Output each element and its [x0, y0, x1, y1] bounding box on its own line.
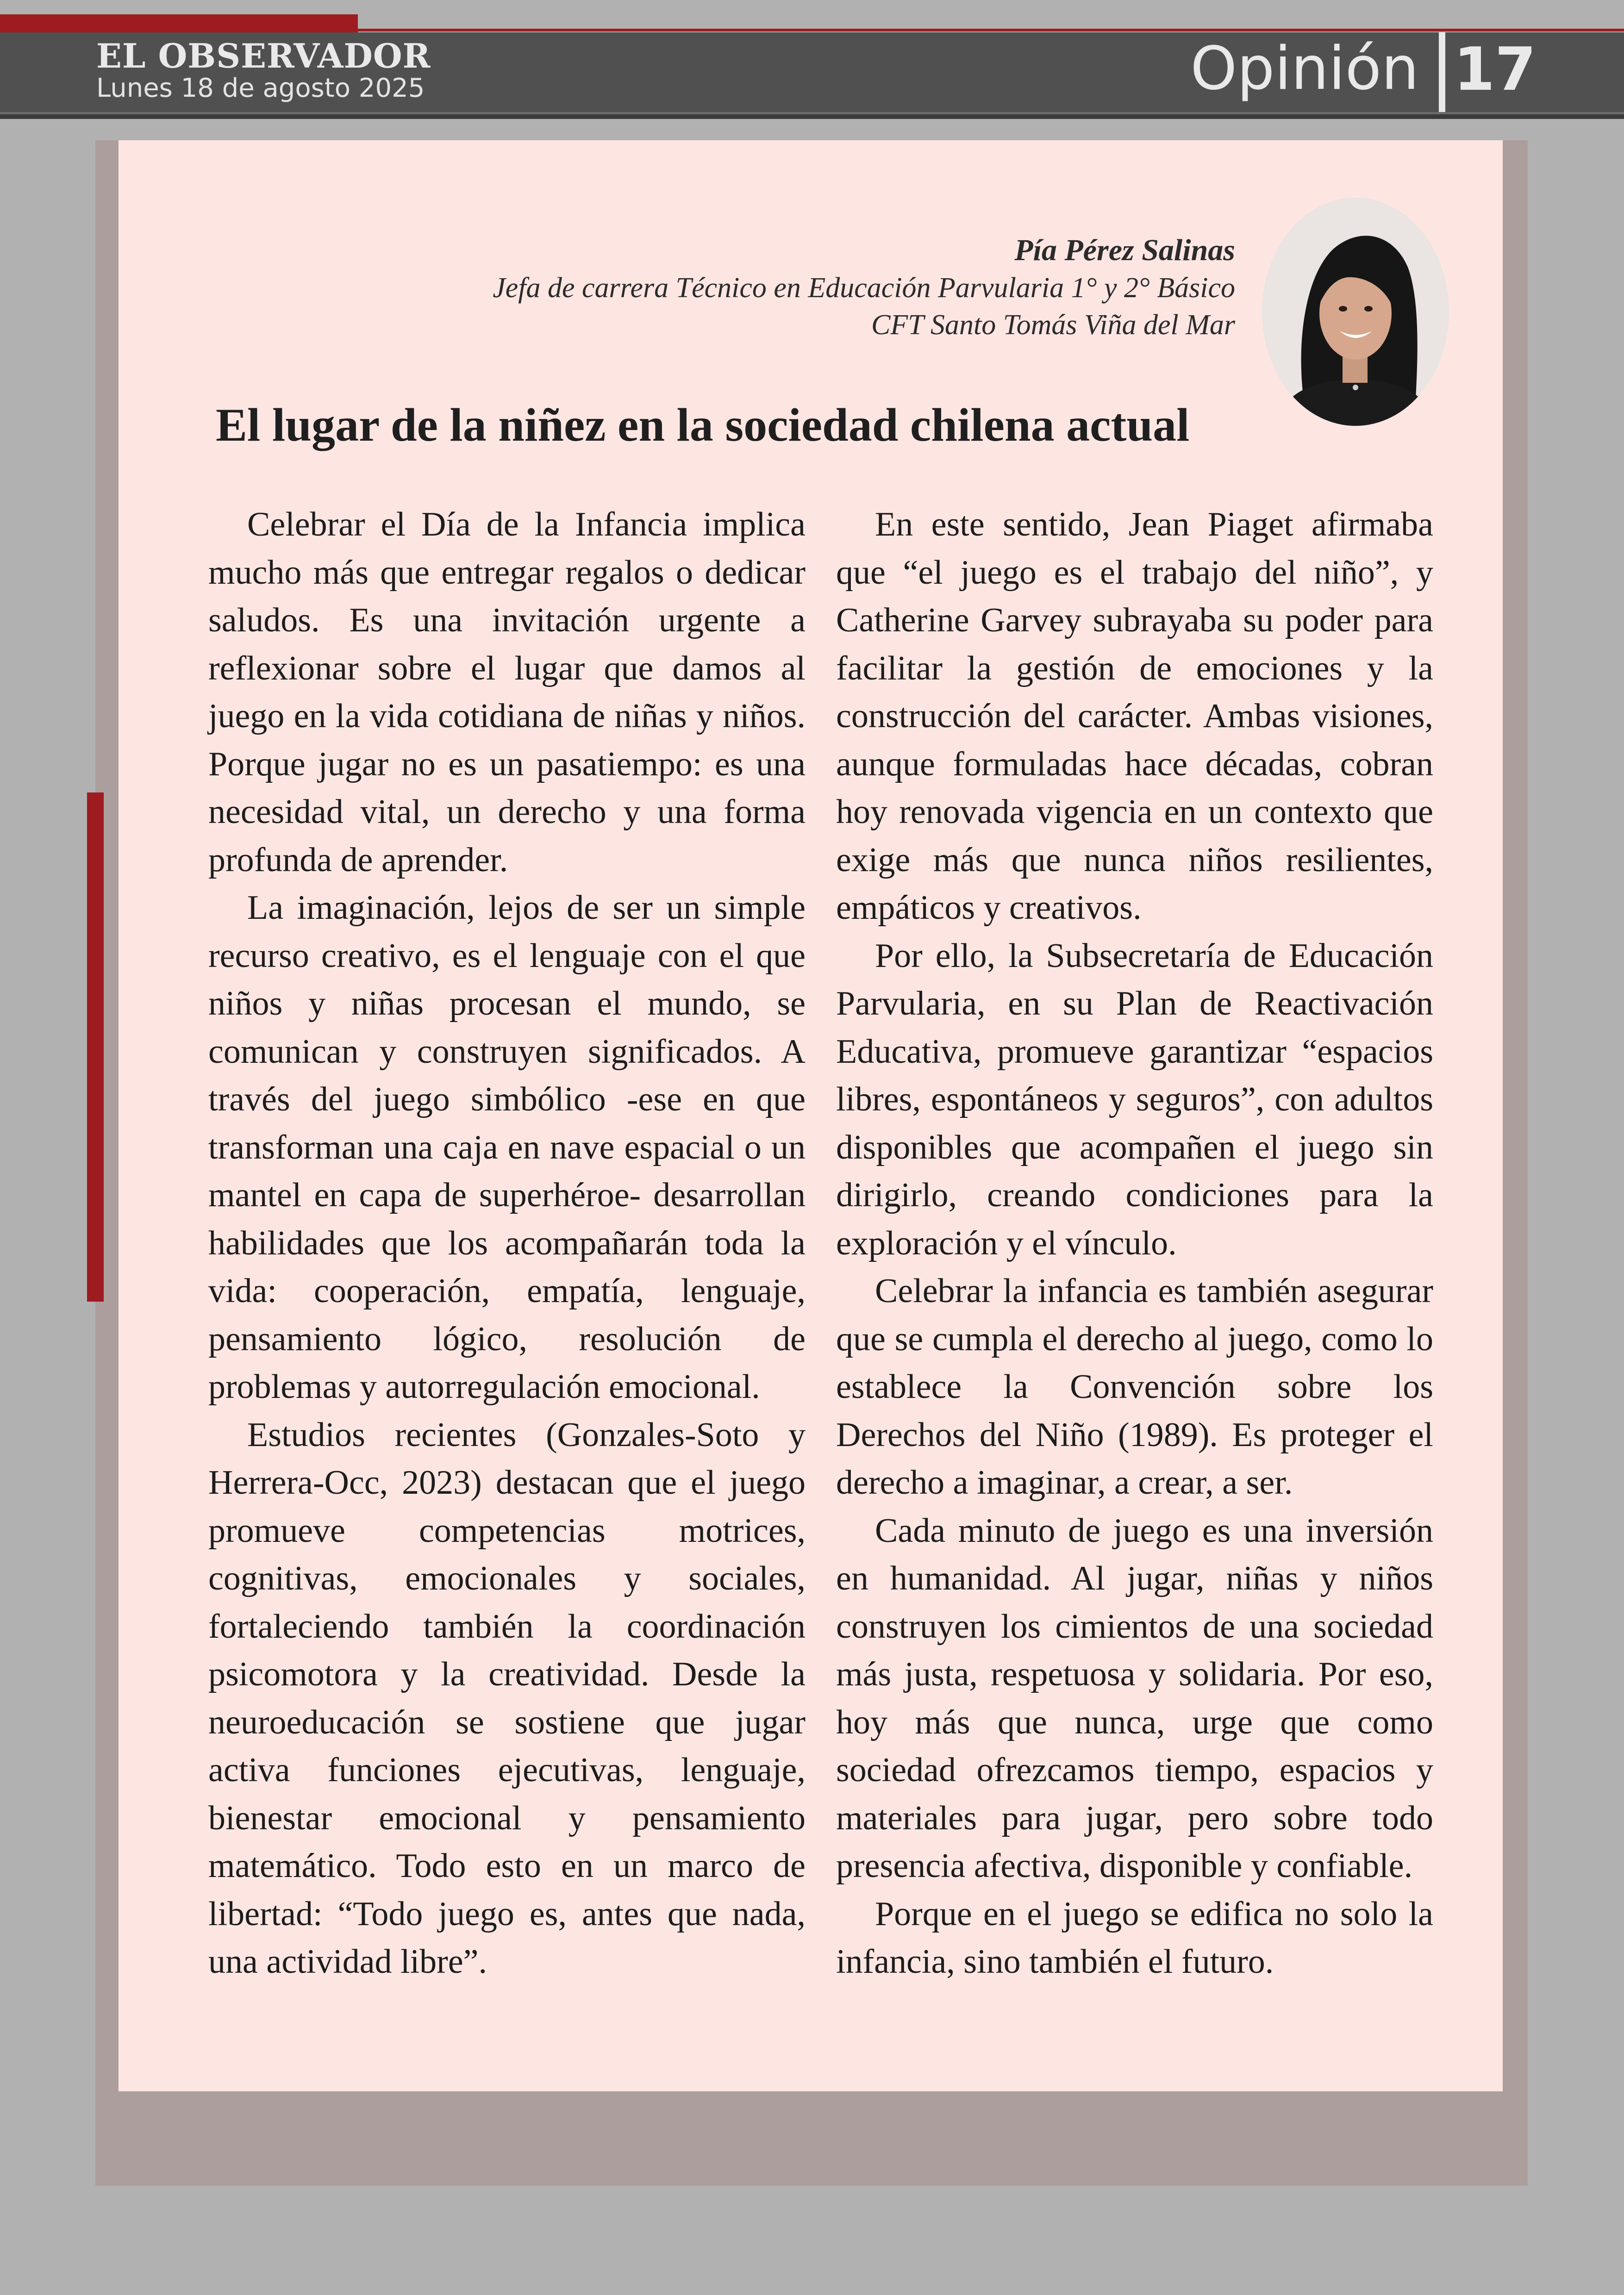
paragraph: Porque en el juego se edifica no solo la infancia, sino también el futuro.: [836, 1895, 1433, 1981]
paragraph: Celebrar la infancia es también asegurar que se cumpla el derecho al juego, como lo establece la Convención sobre los Derechos del Niño (1989). Es proteger el derecho a imaginar, a crear, a ser.: [836, 1272, 1433, 1502]
article-column-right: [836, 501, 1433, 1986]
article-column-left: [208, 501, 806, 1986]
side-accent-bar: [87, 792, 104, 1302]
issue-date: Lunes 18 de agosto 2025: [96, 73, 425, 103]
section-title: Opinión: [1190, 34, 1419, 103]
author-byline: [493, 231, 1235, 343]
article-title: El lugar de la niñez en la sociedad chilena actual: [216, 399, 1190, 451]
paragraph: Cada minuto de juego es una inversión en humanidad. Al jugar, niñas y niños construyen los cimientos de una sociedad más justa, respetuosa y solidaria. Por eso, hoy más que nunca, urge que como sociedad ofrezcamos tiempo, espacios y materiales para jugar, pero sobre todo presencia afectiva, disponible y confiable.: [836, 1511, 1433, 1885]
author-organization: CFT Santo Tomás Viña del Mar: [871, 309, 1235, 341]
author-photo: [1262, 198, 1449, 426]
author-role: Jefa de carrera Técnico en Educación Parvularia 1° y 2° Básico: [493, 272, 1235, 304]
page-number: 17: [1454, 35, 1537, 104]
paragraph: Estudios recientes (Gonzales-Soto y Herrera-Occ, 2023) destacan que el juego promueve competencias motrices, cognitivas, emocionales y sociales, fortaleciendo también la coordinación psicomotora y la creatividad. Desde la neuroeducación se sostiene que jugar activa funciones ejecutivas, lenguaje, bienestar emocional y pensamiento matemático. Todo esto en un marco de libertad: “Todo juego es, antes que nada, una actividad libre”.: [208, 1416, 806, 1981]
header-bar-edge: [0, 114, 1624, 119]
paragraph: En este sentido, Jean Piaget afirmaba que “el juego es el trabajo del niño”, y Catherine Garvey subrayaba su poder para facilitar la gestión de emociones y la construcción del carácter. Ambas visiones, aunque formuladas hace décadas, cobran hoy renovada vigencia en un contexto que exige más que nunca niños resilientes, empáticos y creativos.: [836, 505, 1433, 927]
newspaper-name: EL OBSERVADOR: [96, 36, 431, 75]
header-divider: [1439, 32, 1445, 112]
header-red-line: [0, 29, 1624, 31]
paragraph: La imaginación, lejos de ser un simple recurso creativo, es el lenguaje con el que niños y niñas procesan el mundo, se comunican y construyen significados. A través del juego simbólico -ese en que transforman una caja en nave espacial o un mantel en capa de superhéroe- desarrollan habilidades que los acompañarán toda la vida: cooperación, empatía, lenguaje, pensamiento lógico, resolución de problemas y autorregulación emocional.: [208, 889, 806, 1406]
paragraph: Celebrar el Día de la Infancia implica mucho más que entregar regalos o dedicar saludos. Es una invitación urgente a reflexionar sobre el lugar que damos al juego en la vida cotidiana de niñas y niños. Porque jugar no es un pasatiempo: es una necesidad vital, un derecho y una forma profunda de aprender.: [208, 505, 806, 879]
paragraph: Por ello, la Subsecretaría de Educación Parvularia, en su Plan de Reactivación Educativa, promueve garantizar “espacios libres, espontáneos y seguros”, con adultos disponibles que acompañen el juego sin dirigirlo, creando condiciones para la exploración y el vínculo.: [836, 936, 1433, 1262]
author-portrait-icon: [1262, 198, 1449, 426]
author-name: Pía Pérez Salinas: [1014, 233, 1235, 267]
